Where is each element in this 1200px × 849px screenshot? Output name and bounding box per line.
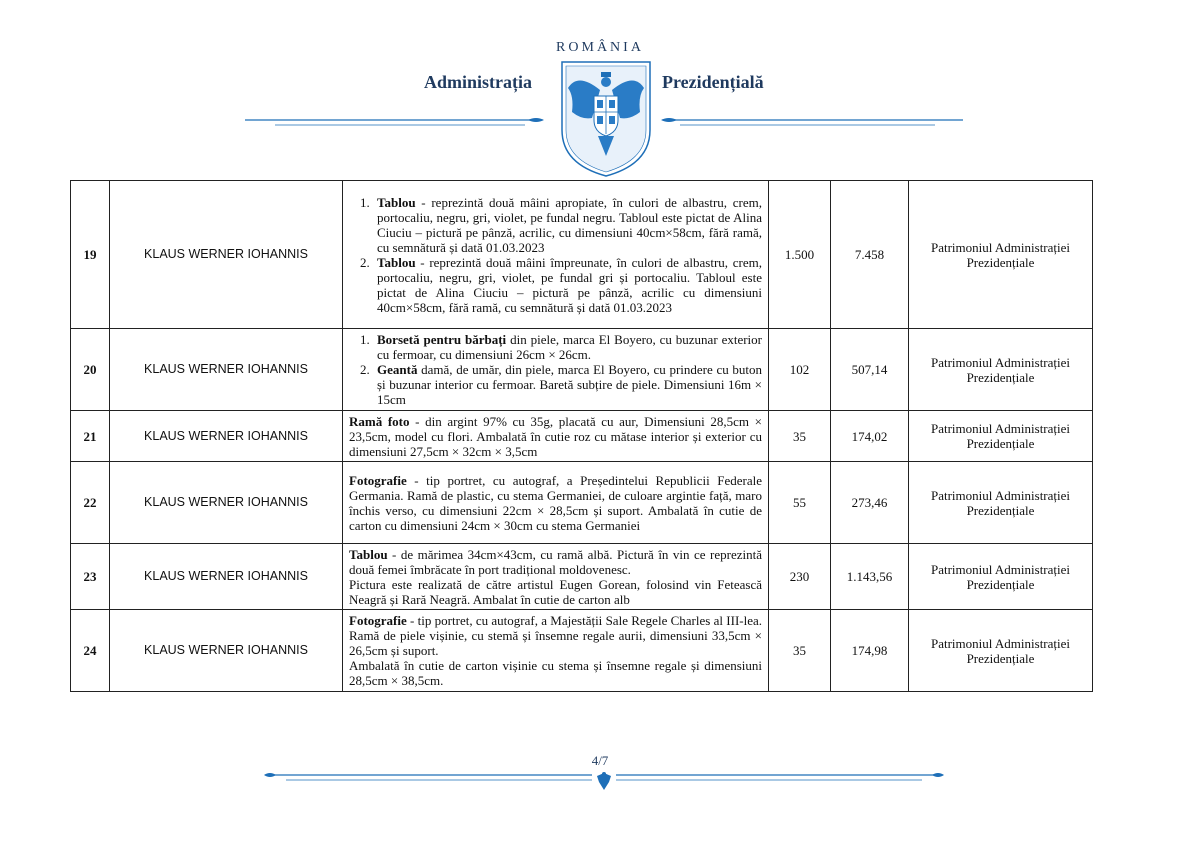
- item-title: Tablou: [377, 194, 416, 210]
- item-title: Geantă: [377, 362, 418, 377]
- item-description: [343, 411, 769, 462]
- table-row: [71, 411, 1093, 462]
- destination-cell: Patrimoniul Administrației Prezidențiale: [909, 329, 1093, 411]
- list-item: [373, 362, 762, 407]
- item-title: Borsetă pentru bărbați: [377, 332, 507, 347]
- value-cell: 273,46: [831, 462, 909, 544]
- destination-cell: Patrimoniul Administrației Prezidențiale: [909, 610, 1093, 692]
- item-text: - reprezintă două mâini împreunate, în culori de albastru, crem, portocaliu, negru, gri, violet, pe fundal gri și portocaliu. Tabloul este pictat de Alina Ciuciu – pictură pe pânză, acrilic cu dimensiuni 40cm×58cm, fără ramă, cu semnătură și dată 01.03.2023: [377, 254, 762, 315]
- item-text: din piele, marca El Boyero, cu buzunar exterior cu fermoar, cu dimensiuni 26cm × 26cm.: [377, 332, 762, 362]
- item-description: [343, 462, 769, 544]
- country-name: ROMÂNIA: [556, 40, 644, 55]
- item-title: Fotografie: [349, 613, 407, 628]
- table-row: [71, 462, 1093, 544]
- recipient-name: KLAUS WERNER IOHANNIS: [110, 411, 343, 462]
- table-row: [71, 329, 1093, 411]
- value-cell: 7.458: [831, 181, 909, 329]
- recipient-name: KLAUS WERNER IOHANNIS: [110, 181, 343, 329]
- item-text: - de mărimea 34cm×43cm, cu ramă albă. Pictură în vin ce reprezintă două femei îmbrăcate în port tradițional moldovenesc.: [349, 546, 762, 577]
- value-cell: 1.143,56: [831, 544, 909, 610]
- value-cell: 174,02: [831, 411, 909, 462]
- coat-of-arms-icon: [560, 60, 652, 178]
- list-item: [373, 255, 762, 315]
- value-cell: 507,14: [831, 329, 909, 411]
- item-text: - reprezintă două mâini apropiate, în culori de albastru, crem, portocaliu, negru, gri, violet, pe fundal negru. Tabloul este pictat de Alina Ciuciu – pictură pe pânză, acrilic, cu dimensiuni 40cm×58cm, fără ramă, cu semnătură și dată 01.03.2023: [377, 194, 762, 255]
- item-description: [343, 610, 769, 692]
- row-number: 23: [71, 544, 110, 610]
- header-right-ornament-line: [655, 116, 965, 130]
- item-title: Tablou: [349, 546, 388, 562]
- item-title: Ramă foto: [349, 413, 410, 429]
- recipient-name: KLAUS WERNER IOHANNIS: [110, 544, 343, 610]
- header-title-left: Administrația: [424, 72, 532, 92]
- quantity-cell: 230: [769, 544, 831, 610]
- row-number: 22: [71, 462, 110, 544]
- row-number: 24: [71, 610, 110, 692]
- quantity-cell: 102: [769, 329, 831, 411]
- item-description: [343, 181, 769, 329]
- destination-cell: Patrimoniul Administrației Prezidențiale: [909, 544, 1093, 610]
- row-number: 19: [71, 181, 110, 329]
- list-item: [373, 195, 762, 255]
- item-text: damă, de umăr, din piele, marca El Boyero, cu prindere cu buton și buzunar interior cu fermoar. Baretă subțire de piele. Dimensiuni 16m × 15cm: [377, 362, 762, 407]
- table-row: [71, 610, 1093, 692]
- item-description: [343, 329, 769, 411]
- quantity-cell: 1.500: [769, 181, 831, 329]
- recipient-name: KLAUS WERNER IOHANNIS: [110, 329, 343, 411]
- recipient-name: KLAUS WERNER IOHANNIS: [110, 610, 343, 692]
- destination-cell: Patrimoniul Administrației Prezidențiale: [909, 462, 1093, 544]
- donations-table: [70, 180, 1093, 692]
- header-left-ornament-line: [245, 116, 550, 130]
- header-title-right: Prezidențială: [662, 72, 764, 92]
- value-cell: 174,98: [831, 610, 909, 692]
- item-text: - din argint 97% cu 35g, placată cu aur, Dimensiuni 28,5cm × 23,5cm, model cu flori. Ambalată în cutie roz cu mătase interior și exterior cu dimensiuni 27,5cm × 32cm × 3,5cm: [349, 413, 762, 459]
- row-number: 20: [71, 329, 110, 411]
- item-text-continued: Pictura este realizată de către artistul Eugen Gorean, folosind vin Fetească Neagră și Rară Neagră. Ambalat în cutie de carton alb: [349, 576, 762, 607]
- item-text: - tip portret, cu autograf, a Majestății Sale Regele Charles al III-lea. Ramă de piele vișinie, cu stemă și însemne regale aurii, dimensiuni 33,5cm × 26,5cm și suport.: [349, 613, 762, 658]
- destination-cell: Patrimoniul Administrației Prezidențiale: [909, 181, 1093, 329]
- recipient-name: KLAUS WERNER IOHANNIS: [110, 462, 343, 544]
- document-header: [0, 0, 1200, 180]
- item-text-continued: Ambalată în cutie de carton vișinie cu stema și însemne regale și dimensiuni 28,5cm × 38,5cm.: [349, 658, 762, 688]
- table-row: [71, 544, 1093, 610]
- table-row: [71, 181, 1093, 329]
- quantity-cell: 55: [769, 462, 831, 544]
- eagle-crest-icon: [594, 770, 614, 792]
- row-number: 21: [71, 411, 110, 462]
- quantity-cell: 35: [769, 411, 831, 462]
- page-number: 4/7: [591, 753, 609, 768]
- item-description: [343, 544, 769, 610]
- item-title: Tablou: [377, 254, 416, 270]
- quantity-cell: 35: [769, 610, 831, 692]
- item-title: Fotografie: [349, 472, 407, 488]
- destination-cell: Patrimoniul Administrației Prezidențiale: [909, 411, 1093, 462]
- item-text: - tip portret, cu autograf, a Președintelui Republicii Federale Germania. Ramă de plastic, cu stema Germaniei, de culoare argintie față, maro închis verso, cu dimensiuni 22cm × 28,5cm și suport. Ambalată în cutie de carton cu dimensiuni 24cm × 30cm cu stema Germaniei: [349, 472, 762, 533]
- list-item: [373, 332, 762, 362]
